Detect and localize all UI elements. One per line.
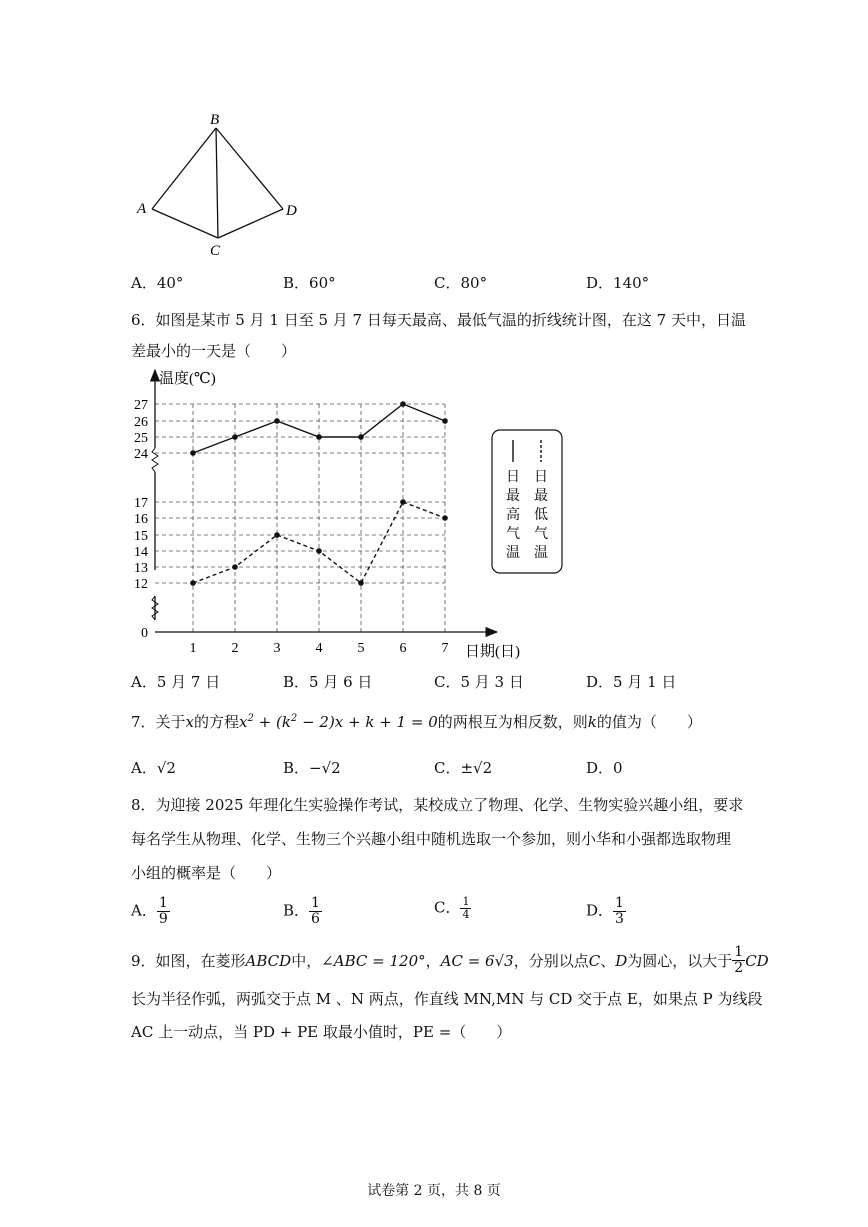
y-tick-label: 14: [134, 545, 148, 560]
q7-var-x: x: [185, 713, 195, 731]
y-tick-label: 0: [141, 626, 148, 641]
q7-equation: $x^2 + (k^2 - 2)x + k + 1 = 0$: [239, 713, 438, 731]
y-tick-label: 25: [134, 431, 148, 446]
data-point: [190, 580, 196, 586]
q7-var-k: k: [587, 713, 597, 731]
data-point: [190, 450, 196, 456]
x-tick-label: 2: [231, 641, 239, 656]
x-tick-label: 3: [273, 641, 281, 656]
q8-question-line-1: 8．为迎接 2025 年理化生实验操作考试，某校成立了物理、化学、生物实验兴趣小组，要求: [131, 796, 744, 814]
vertex-label-d: D: [286, 203, 297, 219]
q6-option-c[interactable]: C．5 月 3 日: [434, 673, 524, 691]
q8-option-c[interactable]: [434, 896, 471, 921]
q6-option-b[interactable]: B．5 月 6 日: [283, 673, 373, 691]
q6-option-d[interactable]: D．5 月 1 日: [586, 673, 677, 691]
y-tick-label: 13: [134, 561, 148, 576]
q8-option-b[interactable]: [283, 896, 322, 927]
q7-question: [131, 709, 702, 732]
y-tick-label: 26: [134, 415, 148, 430]
data-point: [274, 532, 280, 538]
q5-option-c[interactable]: C．80°: [434, 274, 488, 292]
y-tick-label: 27: [134, 398, 148, 413]
q8-question-line-3: 小组的概率是（ ）: [131, 864, 282, 882]
q8-option-a-fraction: $\frac{1}{9}$: [158, 895, 168, 927]
data-point: [232, 564, 238, 570]
y-tick-label: 12: [134, 577, 148, 592]
q8-question-line-2: 每名学生从物理、化学、生物三个兴趣小组中随机选取一个参加，则小华和小强都选取物理: [131, 830, 732, 848]
q8-option-d[interactable]: [586, 896, 626, 927]
x-tick-label: 6: [399, 641, 407, 656]
y-tick-label: 15: [134, 529, 148, 544]
q5-option-d[interactable]: D．140°: [586, 274, 650, 292]
data-point: [442, 418, 448, 424]
x-tick-label: 7: [441, 641, 449, 656]
q7-mid2: 的两根互为相反数，则: [437, 713, 588, 731]
temperature-line-chart: [125, 365, 575, 665]
q8-option-a[interactable]: [131, 896, 170, 927]
q8-option-d-fraction: $\frac{1}{3}$: [615, 895, 624, 927]
q8-option-d-label: D．: [586, 901, 614, 920]
data-point: [274, 418, 280, 424]
q7-option-b[interactable]: B．−√2: [283, 759, 341, 777]
q6-question-line-1: 6．如图是某市 5 月 1 日至 5 月 7 日每天最高、最低气温的折线统计图，在这 7 天中，日温: [131, 311, 746, 329]
x-tick-label: 4: [315, 641, 323, 656]
q8-option-a-label: A．: [131, 901, 157, 920]
x-tick-label: 5: [357, 641, 365, 656]
q9-half-fraction: $\frac{1}{2}$: [734, 944, 744, 976]
q9-question-line-1: 9．如图，在菱形 ABCD 中， ∠ABC = 120° ， AC = 6√3 ，分别以点 C 、 D 为圆心，以大于 $\frac{1}{2}$ CD: [131, 944, 769, 976]
q5-option-b[interactable]: B．60°: [283, 274, 336, 292]
y-tick-label: 16: [134, 512, 148, 527]
legend-label-char: 最: [534, 489, 548, 504]
q8-option-b-fraction: $\frac{1}{6}$: [311, 895, 320, 927]
q6-option-a[interactable]: A．5 月 7 日: [131, 673, 221, 691]
q8-option-b-label: B．: [283, 901, 310, 920]
q9-rhombus-name: ABCD: [245, 951, 292, 970]
axis-break-icon: [152, 448, 158, 472]
vertex-label-a: A: [137, 201, 147, 217]
x-axis-label: 日期(日): [465, 644, 520, 660]
q7-option-d[interactable]: D．0: [586, 759, 623, 777]
q7-prefix: 7．关于: [131, 713, 186, 731]
q9-angle: ∠ABC = 120°: [321, 951, 426, 970]
legend-label-char: 高: [506, 508, 520, 523]
data-point: [442, 515, 448, 521]
legend-label-char: 低: [534, 508, 548, 523]
q9-ac-length: AC = 6√3: [440, 951, 514, 970]
x-tick-label: 1: [189, 641, 197, 656]
legend-label-char: 温: [534, 546, 548, 561]
q8-option-c-label: C．: [434, 898, 461, 917]
q8-option-c-fraction: $\frac{1}{4}$: [462, 895, 470, 921]
legend-label-char: 最: [506, 489, 520, 504]
data-point: [316, 434, 322, 440]
page-footer: 试卷第 2 页，共 8 页: [367, 1183, 501, 1199]
data-point: [358, 580, 364, 586]
vertex-label-b: B: [210, 112, 220, 128]
vertex-label-c: C: [210, 243, 221, 259]
series-line-low: [193, 502, 445, 583]
q7-option-a[interactable]: A．√2: [131, 759, 176, 777]
q7-suffix: 的值为（ ）: [596, 713, 702, 731]
q9-question-line-2: 长为半径作弧，两弧交于点 M 、N 两点，作直线 MN,MN 与 CD 交于点 E，如果点 P 为线段: [131, 990, 763, 1008]
q7-mid1: 的方程: [194, 713, 240, 731]
geometry-figure: [130, 105, 310, 260]
legend-label-char: 日: [506, 470, 520, 485]
y-axis-label: 温度(℃): [159, 371, 216, 387]
data-point: [400, 401, 406, 407]
y-tick-label: 17: [134, 496, 148, 511]
data-point: [232, 434, 238, 440]
legend-box: [492, 430, 562, 573]
legend-label-char: 日: [534, 470, 548, 485]
y-tick-label: 24: [134, 447, 148, 462]
data-point: [358, 434, 364, 440]
q6-question-line-2: 差最小的一天是（ ）: [131, 342, 297, 360]
legend-label-char: 气: [534, 527, 548, 542]
legend-label-char: 气: [506, 527, 520, 542]
data-point: [400, 499, 406, 505]
q7-option-c[interactable]: C．±√2: [434, 759, 493, 777]
data-point: [316, 548, 322, 554]
legend-label-char: 温: [506, 546, 520, 561]
q5-option-a[interactable]: A．40°: [131, 274, 184, 292]
q9-question-line-3: AC 上一动点，当 PD + PE 取最小值时，PE =（ ）: [131, 1023, 512, 1041]
